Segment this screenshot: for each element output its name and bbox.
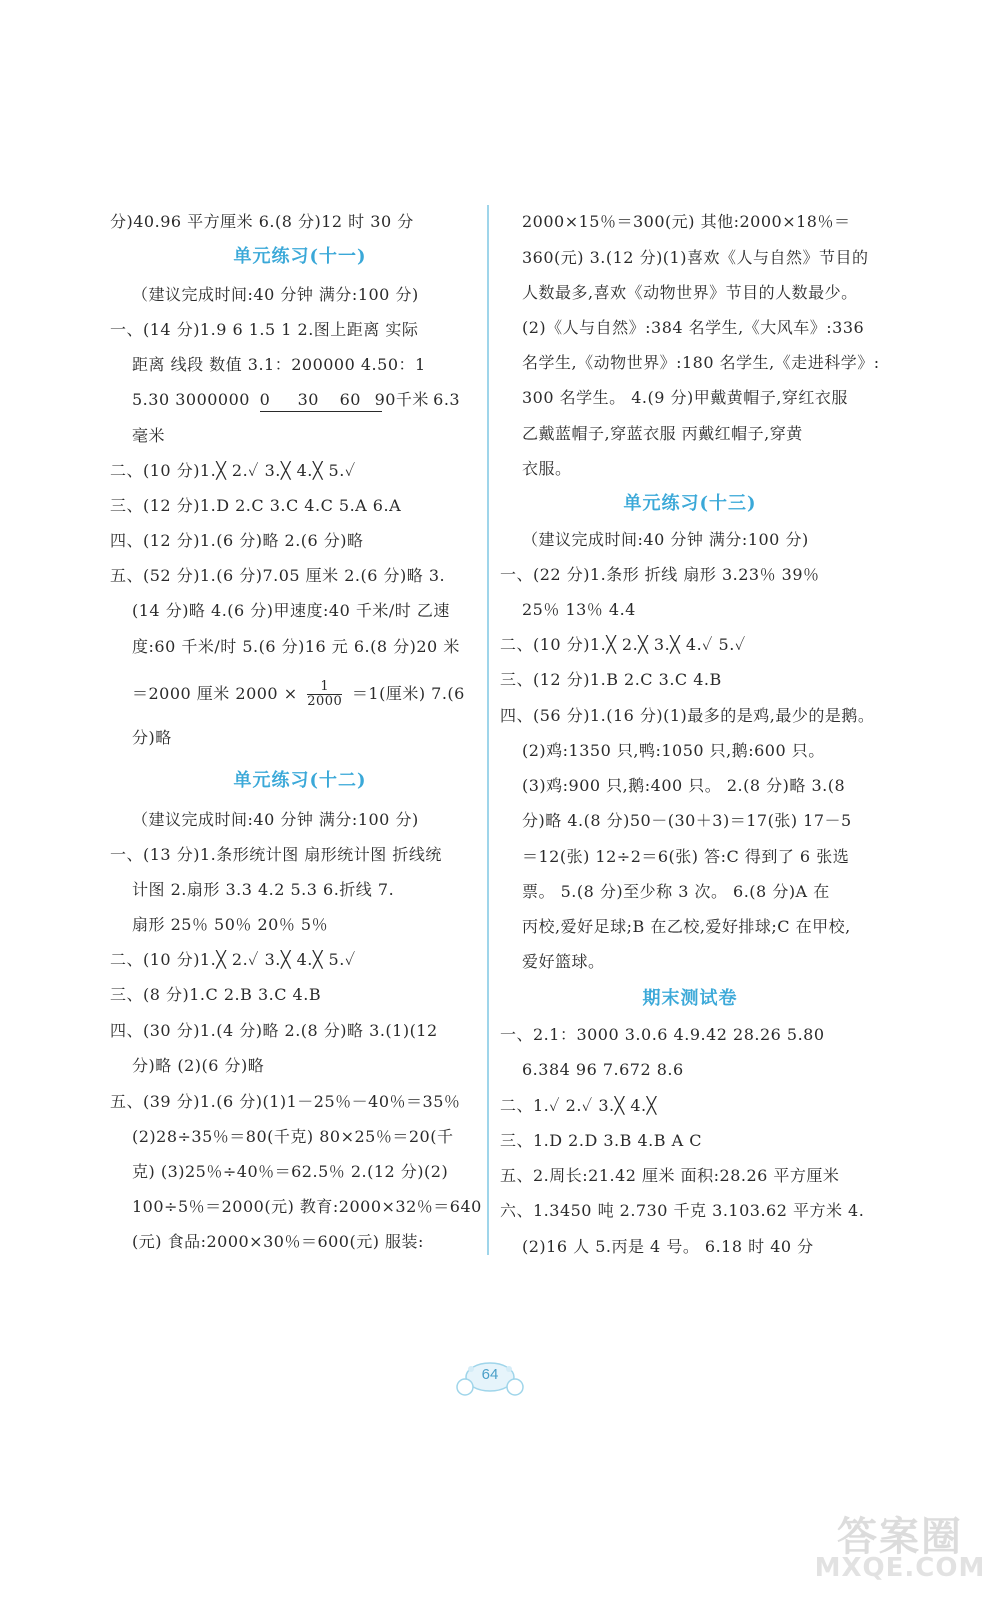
text-segment: ＝2000 厘米 2000 ×: [132, 684, 298, 703]
text-line: 丙校,爱好足球;B 在乙校,爱好排球;C 在甲校,: [522, 917, 851, 936]
text-line: 分)略 4.(8 分)50－(30＋3)＝17(张) 17－5: [522, 811, 852, 830]
text-line: 三、(12 分)1.D 2.C 3.C 4.C 5.A 6.A: [110, 496, 402, 515]
text-segment: 6.3: [433, 390, 461, 409]
text-line: 25％ 13％ 4.4: [522, 600, 636, 619]
text-line: 五、(39 分)1.(6 分)(1)1－25％－40％＝35％: [110, 1092, 461, 1111]
text-line: (3)鸡:900 只,鹅:400 只。 2.(8 分)略 3.(8: [522, 776, 846, 795]
text-line: 二、1.✓ 2.✓ 3.╳ 4.╳: [500, 1096, 657, 1115]
text-line: （建议完成时间:40 分钟 满分:100 分): [522, 530, 809, 549]
text-line: 100÷5％＝2000(元) 教育:2000×32％＝640: [132, 1197, 482, 1216]
text-line: 分)略 (2)(6 分)略: [132, 1056, 265, 1075]
text-segment: ＝1(厘米) 7.(6: [351, 684, 465, 703]
scale-tick: 30: [297, 390, 319, 409]
text-line: 分)略: [132, 728, 172, 747]
section-heading-unit-12: 单元练习(十二): [233, 770, 367, 791]
text-line: 300 名学生。 4.(9 分)甲戴黄帽子,穿红衣服: [522, 388, 848, 407]
scale-tick: 90千米: [374, 390, 429, 409]
text-line: 五、2.周长:21.42 厘米 面积:28.26 平方厘米: [500, 1166, 840, 1185]
map-scale-bar: [259, 390, 429, 410]
watermark: [810, 1505, 995, 1595]
text-line: (2)28÷35％＝80(千克) 80×25％＝20(千: [132, 1127, 454, 1146]
text-line: 二、(10 分)1.╳ 2.✓ 3.╳ 4.╳ 5.✓: [110, 950, 356, 969]
text-line: 一、(14 分)1.9 6 1.5 1 2.图上距离 实际: [110, 320, 419, 339]
scale-line: [260, 411, 382, 412]
text-line: 三、1.D 2.D 3.B 4.B A C: [500, 1131, 702, 1150]
section-heading-final-exam: 期末测试卷: [642, 988, 738, 1009]
text-line: 乙戴蓝帽子,穿蓝衣服 丙戴红帽子,穿黄: [522, 424, 803, 443]
page-number-badge: [455, 1355, 525, 1399]
section-heading-unit-11: 单元练习(十一): [233, 246, 367, 267]
text-line: 四、(56 分)1.(16 分)(1)最多的是鸡,最少的是鹅。: [500, 706, 875, 725]
text-line: 一、(13 分)1.条形统计图 扇形统计图 折线统: [110, 845, 442, 864]
text-line: 四、(12 分)1.(6 分)略 2.(6 分)略: [110, 531, 364, 550]
text-line: 扇形 25％ 50％ 20％ 5％: [132, 915, 329, 934]
text-line: 分)40.96 平方厘米 6.(8 分)12 时 30 分: [110, 212, 414, 231]
text-line: (14 分)略 4.(6 分)甲速度:40 千米/时 乙速: [132, 601, 450, 620]
section-heading-unit-13: 单元练习(十三): [623, 493, 757, 514]
text-line: 2000×15％＝300(元) 其他:2000×18％＝: [522, 212, 851, 231]
fraction-denominator: 2000: [307, 694, 343, 709]
text-segment: 5.30 3000000: [132, 390, 250, 409]
text-line: 六、1.3450 吨 2.730 千克 3.103.62 平方米 4.: [500, 1201, 865, 1220]
text-line: 爱好篮球。: [522, 952, 605, 971]
text-line: 一、2.1：3000 3.0.6 4.9.42 28.26 5.80: [500, 1025, 825, 1044]
text-line: 四、(30 分)1.(4 分)略 2.(8 分)略 3.(1)(12: [110, 1021, 438, 1040]
watermark-url: MXQE.COM: [814, 1553, 986, 1583]
watermark-logo: 答案圈: [837, 1514, 963, 1560]
text-line: (元) 食品:2000×30％＝600(元) 服装:: [132, 1232, 424, 1251]
text-line: (2)16 人 5.丙是 4 号。 6.18 时 40 分: [522, 1237, 814, 1256]
text-line: 计图 2.扇形 3.3 4.2 5.3 6.折线 7.: [132, 880, 395, 899]
text-line: 360(元) 3.(12 分)(1)喜欢《人与自然》节目的: [522, 248, 869, 267]
text-line: 一、(22 分)1.条形 折线 扇形 3.23％ 39％: [500, 565, 820, 584]
text-line: [132, 390, 460, 410]
text-line: ＝12(张) 12÷2＝6(张) 答:C 得到了 6 张选: [522, 847, 850, 866]
text-line: 五、(52 分)1.(6 分)7.05 厘米 2.(6 分)略 3.: [110, 566, 446, 585]
text-line: 人数最多,喜欢《动物世界》节目的人数最少。: [522, 283, 858, 302]
column-divider: [487, 205, 489, 1255]
text-line: (2)鸡:1350 只,鸭:1050 只,鹅:600 只。: [522, 741, 825, 760]
text-line: 距离 线段 数值 3.1：200000 4.50：1: [132, 355, 426, 374]
text-line: [132, 680, 465, 709]
text-line: 毫米: [132, 426, 166, 445]
text-line: 三、(8 分)1.C 2.B 3.C 4.B: [110, 985, 322, 1004]
fraction: [307, 680, 342, 709]
text-line: 票。 5.(8 分)至少称 3 次。 6.(8 分)A 在: [522, 882, 830, 901]
text-line: (2)《人与自然》:384 名学生,《大风车》:336: [522, 318, 865, 337]
text-line: 二、(10 分)1.╳ 2.╳ 3.╳ 4.✓ 5.✓: [500, 635, 746, 654]
text-line: 6.384 96 7.672 8.6: [522, 1060, 684, 1079]
text-line: 名学生,《动物世界》:180 名学生,《走进科学》:: [522, 353, 880, 372]
page-number: 64: [481, 1366, 499, 1383]
fraction-numerator: 1: [307, 680, 342, 695]
text-line: （建议完成时间:40 分钟 满分:100 分): [132, 810, 419, 829]
scale-tick: 0: [259, 390, 271, 409]
text-line: 衣服。: [522, 459, 572, 478]
text-line: 三、(12 分)1.B 2.C 3.C 4.B: [500, 670, 722, 689]
text-line: 度:60 千米/时 5.(6 分)16 元 6.(8 分)20 米: [132, 637, 460, 656]
text-line: 二、(10 分)1.╳ 2.✓ 3.╳ 4.╳ 5.✓: [110, 461, 356, 480]
scale-tick: 60: [339, 390, 361, 409]
text-line: （建议完成时间:40 分钟 满分:100 分): [132, 285, 419, 304]
text-line: 克) (3)25％÷40％＝62.5％ 2.(12 分)(2): [132, 1162, 449, 1181]
